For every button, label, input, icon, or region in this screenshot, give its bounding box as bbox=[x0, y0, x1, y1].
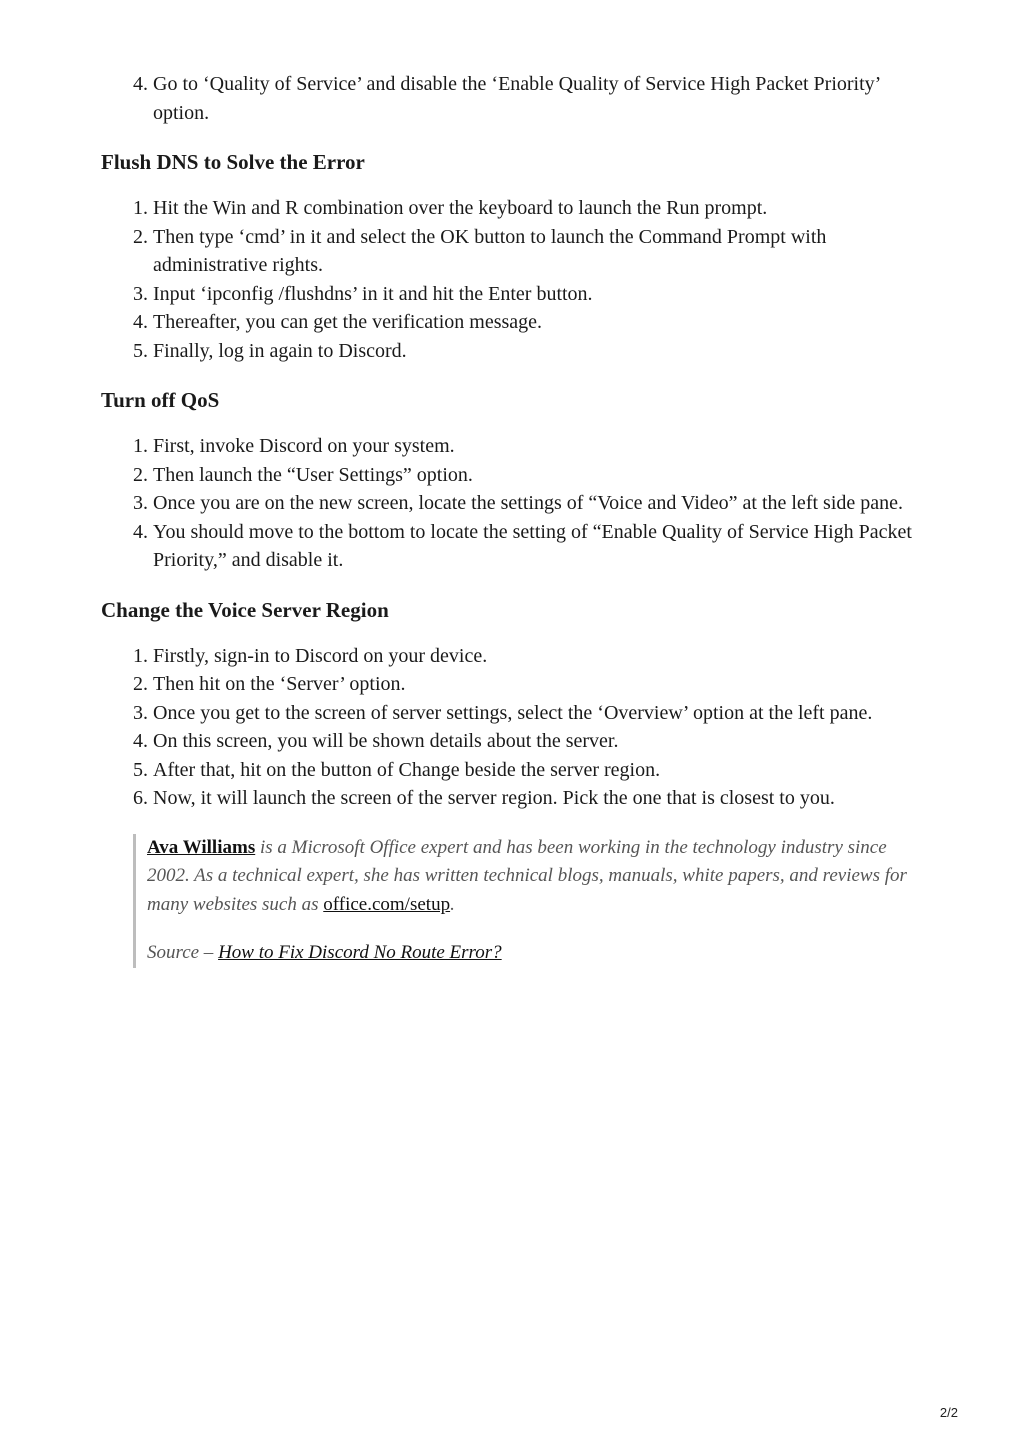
list-item: 5. After that, hit on the button of Change beside the server region. bbox=[153, 756, 931, 785]
page-number: 2/2 bbox=[939, 1405, 958, 1420]
author-bio-end: . bbox=[450, 893, 455, 915]
intro-list bbox=[101, 70, 931, 127]
section-heading-turn-off-qos: Turn off QoS bbox=[101, 388, 220, 412]
list-item: 2. Then type ‘cmd’ in it and select the OK button to launch the Command Prompt with administrative rights. bbox=[153, 223, 931, 280]
list-item: 4. Go to ‘Quality of Service’ and disable the ‘Enable Quality of Service High Packet Priority’ option. bbox=[153, 70, 931, 127]
list-item: 2. Then launch the “User Settings” option. bbox=[153, 461, 931, 490]
list-item: 3. Once you are on the new screen, locate the settings of “Voice and Video” at the left side pane. bbox=[153, 489, 931, 518]
author-box bbox=[133, 834, 931, 968]
list-item: 4. On this screen, you will be shown details about the server. bbox=[153, 727, 931, 756]
source-line bbox=[147, 939, 931, 968]
author-name-link[interactable]: Ava Williams bbox=[147, 836, 256, 858]
list-item: 1. Firstly, sign-in to Discord on your device. bbox=[153, 642, 931, 671]
list-item: 3. Input ‘ipconfig /flushdns’ in it and hit the Enter button. bbox=[153, 280, 931, 309]
author-bio-text: is a Microsoft Office expert and has been working in the technology industry since 2002. As a technical expert, she has written technical blogs, manuals, white papers, and reviews for many websites such as bbox=[147, 836, 907, 915]
office-setup-link[interactable]: office.com/setup bbox=[323, 893, 451, 915]
flush-dns-steps bbox=[101, 194, 931, 365]
list-item: 5. Finally, log in again to Discord. bbox=[153, 337, 931, 366]
voice-server-region-steps bbox=[101, 642, 931, 813]
author-bio bbox=[147, 834, 931, 920]
section-heading-voice-server-region: Change the Voice Server Region bbox=[101, 597, 389, 622]
source-article-link[interactable]: How to Fix Discord No Route Error? bbox=[218, 942, 502, 963]
list-item: 3. Once you get to the screen of server settings, select the ‘Overview’ option at the left pane. bbox=[153, 699, 931, 728]
list-item: 1. First, invoke Discord on your system. bbox=[153, 432, 931, 461]
section-heading-flush-dns: Flush DNS to Solve the Error bbox=[101, 150, 365, 174]
list-item: 1. Hit the Win and R combination over the keyboard to launch the Run prompt. bbox=[153, 194, 931, 223]
article-content bbox=[101, 70, 931, 968]
list-item: 4. You should move to the bottom to locate the setting of “Enable Quality of Service High Packet Priority,” and disable it. bbox=[153, 518, 931, 575]
list-item: 2. Then hit on the ‘Server’ option. bbox=[153, 670, 931, 699]
turn-off-qos-steps bbox=[101, 432, 931, 575]
list-item: 4. Thereafter, you can get the verification message. bbox=[153, 308, 931, 337]
source-label: Source – bbox=[147, 942, 219, 963]
list-item: 6. Now, it will launch the screen of the server region. Pick the one that is closest to you. bbox=[153, 784, 931, 813]
